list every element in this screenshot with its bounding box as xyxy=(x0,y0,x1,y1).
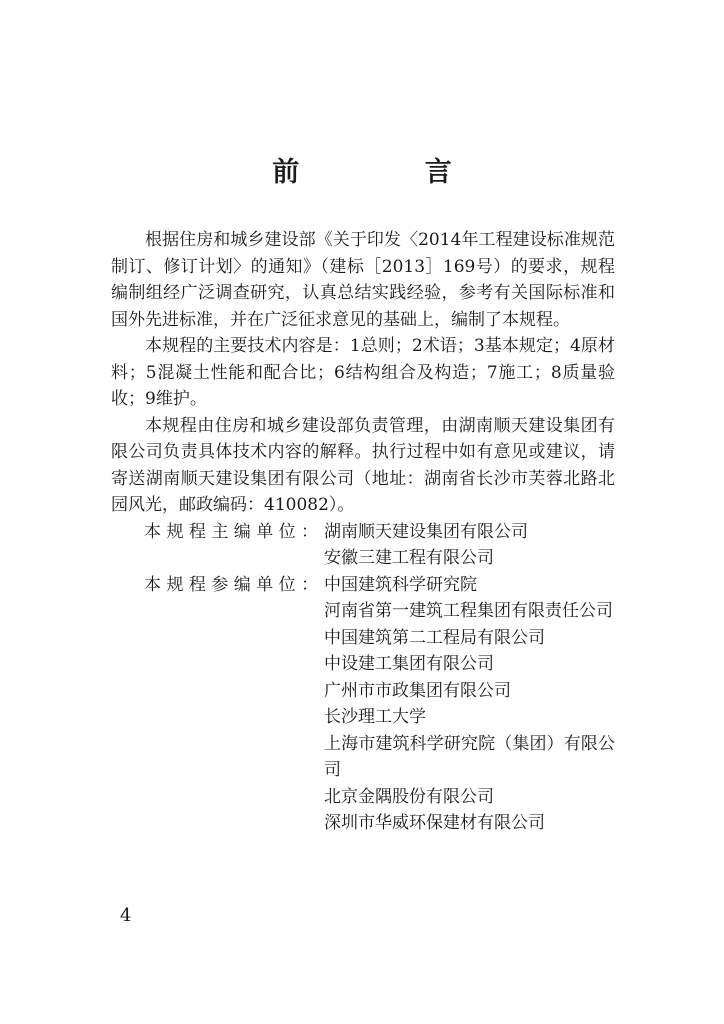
chief-units-label: 本规程主编单位： xyxy=(144,521,319,542)
paragraph-basis: 根据住房和城乡建设部《关于印发〈2014年工程建设标准规范制订、修订计划〉的通知》（建标［2013］169号）的要求，规程编制组经广泛调查研究，认真总结实践经验，参考有关国际标准和国外先进标准，并在广泛征求意见的基础上，编制了本规程。 xyxy=(111,230,615,330)
unit-item: 北京金隅股份有限公司 xyxy=(324,786,494,807)
page-number: 4 xyxy=(120,905,132,926)
unit-item: 长沙理工大学 xyxy=(324,707,426,727)
unit-item: 深圳市华威环保建材有限公司 xyxy=(324,813,545,833)
unit-item: 中国建筑科学研究院 xyxy=(324,574,477,595)
unit-item: 中设建工集团有限公司 xyxy=(324,654,494,674)
unit-item: 湖南顺天建设集团有限公司 xyxy=(324,521,528,542)
participating-units-list xyxy=(324,572,615,837)
participating-units-label: 本规程参编单位： xyxy=(144,574,319,595)
unit-item: 河南省第一建筑工程集团有限责任公司 xyxy=(324,601,613,621)
chief-units-list xyxy=(324,519,615,572)
page-title: 前 言 xyxy=(272,157,510,188)
preface-body xyxy=(111,227,615,837)
unit-item: 上海市建筑科学研究院（集团）有限公司 xyxy=(324,733,615,780)
chief-units-block xyxy=(111,519,615,572)
unit-item: 中国建筑第二工程局有限公司 xyxy=(324,627,545,648)
participating-units-block xyxy=(111,572,615,837)
paragraph-management: 本规程由住房和城乡建设部负责管理，由湖南顺天建设集团有限公司负责具体技术内容的解释。执行过程中如有意见或建议，请寄送湖南顺天建设集团有限公司（地址：湖南省长沙市芙蓉北路北园风光，邮政编码：410082）。 xyxy=(111,415,615,515)
unit-item: 广州市市政集团有限公司 xyxy=(324,680,511,701)
unit-item: 安徽三建工程有限公司 xyxy=(324,548,494,568)
paragraph-contents: 本规程的主要技术内容是：1总则；2术语；3基本规定；4原材料；5混凝土性能和配合比；6结构组合及构造；7施工；8质量验收；9维护。 xyxy=(111,336,615,409)
